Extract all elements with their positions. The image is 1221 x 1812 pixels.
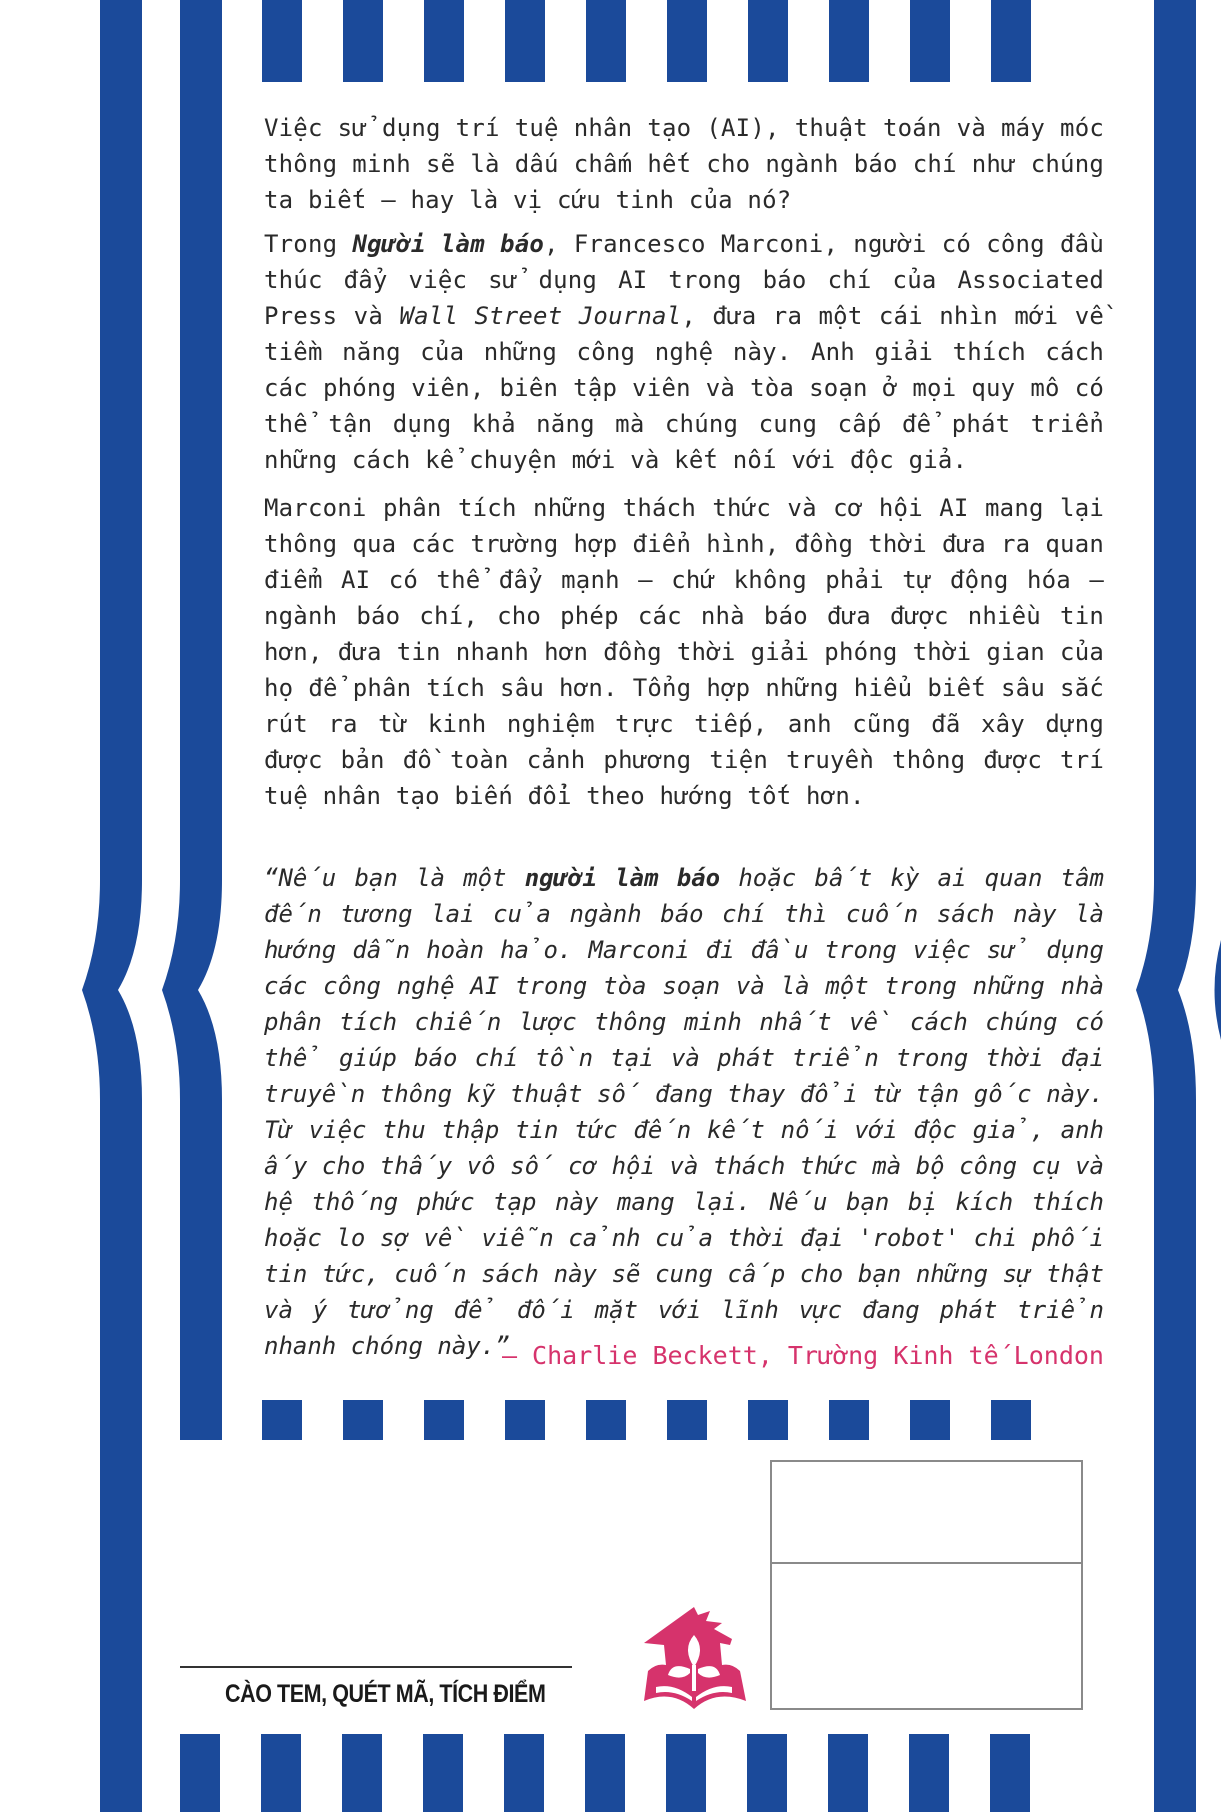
middle-square-tab bbox=[424, 1400, 464, 1440]
middle-square-tab bbox=[262, 1400, 302, 1440]
top-square-tab bbox=[343, 0, 383, 82]
middle-square-tab bbox=[829, 1400, 869, 1440]
middle-square-tab bbox=[586, 1400, 626, 1440]
middle-square-tab bbox=[748, 1400, 788, 1440]
top-square-tab bbox=[505, 0, 545, 82]
barcode-box bbox=[770, 1460, 1083, 1710]
endorsement-quote bbox=[264, 860, 1104, 1364]
bottom-square-tab bbox=[342, 1734, 382, 1812]
quote-lead: “Nếu bạn là một bbox=[264, 864, 525, 892]
book-title-inline: Người làm báo bbox=[352, 230, 544, 258]
bottom-square-tab bbox=[909, 1734, 949, 1812]
top-square-tab bbox=[829, 0, 869, 82]
description-paragraph-3: Marconi phân tích những thách thức và cơ hội AI mang lại thông qua các trường hợp điển hình, đồng thời đưa ra quan điểm AI có thể đẩy mạnh – chứ không phải tự động hóa – ngành báo chí, cho phép các nhà báo đưa được nhiều tin hơn, đưa tin nhanh hơn đồng thời giải phóng thời gian của họ để phân tích sâu hơn. Tổng hợp những hiểu biết sâu sắc rút ra từ kinh nghiệm trực tiếp, anh cũng đã xây dựng được bản đồ toàn cảnh phương tiện truyền thông được trí tuệ nhân tạo biến đổi theo hướng tốt hơn. bbox=[264, 494, 1104, 810]
top-square-tab bbox=[262, 0, 302, 82]
bottom-square-tab bbox=[261, 1734, 301, 1812]
bottom-square-tab bbox=[990, 1734, 1030, 1812]
paragraph-2-lead: Trong bbox=[264, 230, 353, 258]
top-square-tab bbox=[991, 0, 1031, 82]
top-square-tab bbox=[910, 0, 950, 82]
quote-body: hoặc bất kỳ ai quan tâm đến tương lai của ngành báo chí thì cuốn sách này là hướng dẫn hoàn hảo. Marconi đi đầu trong việc sử dụng các công nghệ AI trong tòa soạn và là một trong những nhà phân tích chiến lược thông minh nhất về cách chúng có thể giúp báo chí tồn tại và phát triển trong thời đại truyền thông kỹ thuật số đang thay đổi từ tận gốc này. Từ việc thu thập tin tức đến kết nối với độc giả, anh ấy cho thấy vô số cơ hội và thách thức mà bộ công cụ và hệ thống phức tạp này mang lại. Nếu bạn bị kích thích hoặc lo sợ về viễn cảnh của thời đại 'robot' chi phối tin tức, cuốn sách này sẽ cung cấp cho bạn những sự thật và ý tưởng để đối mặt với lĩnh vực đang phát triển nhanh chóng này.” bbox=[264, 864, 1104, 1360]
description-paragraph-1: Việc sử dụng trí tuệ nhân tạo (AI), thuật toán và máy móc thông minh sẽ là dấu chấm hết cho ngành báo chí như chúng ta biết – hay là vị cứu tinh của nó? bbox=[264, 114, 1104, 214]
bottom-square-tab bbox=[180, 1734, 220, 1812]
middle-square-tab bbox=[343, 1400, 383, 1440]
bottom-square-tab bbox=[504, 1734, 544, 1812]
top-square-tab bbox=[667, 0, 707, 82]
bottom-square-tab bbox=[666, 1734, 706, 1812]
top-square-tab bbox=[424, 0, 464, 82]
bottom-square-tab bbox=[747, 1734, 787, 1812]
bottom-square-tab bbox=[585, 1734, 625, 1812]
middle-square-tab bbox=[505, 1400, 545, 1440]
middle-square-tab bbox=[910, 1400, 950, 1440]
journal-name-inline: Wall Street Journal bbox=[399, 302, 682, 330]
middle-square-tab bbox=[991, 1400, 1031, 1440]
publisher-logo-icon bbox=[636, 1605, 752, 1715]
description-paragraph-2 bbox=[264, 226, 1104, 478]
bottom-square-tab bbox=[828, 1734, 868, 1812]
bottom-square-tab bbox=[423, 1734, 463, 1812]
paragraph-2-middle: , Francesco Marconi, người có công đầu thúc đẩy việc sử dụng AI trong báo chí của Associated Press và bbox=[264, 230, 1104, 330]
barcode-box-divider bbox=[772, 1562, 1081, 1564]
middle-square-tab bbox=[667, 1400, 707, 1440]
top-square-tab bbox=[748, 0, 788, 82]
quote-bold-phrase: người làm báo bbox=[524, 864, 721, 892]
book-description bbox=[264, 110, 1104, 822]
quote-attribution: – Charlie Beckett, Trường Kinh tế London bbox=[501, 1341, 1104, 1370]
promo-label: CÀO TEM, QUÉT MÃ, TÍCH ĐIỂM bbox=[225, 1680, 546, 1708]
top-square-tab bbox=[586, 0, 626, 82]
paragraph-2-end: , đưa ra một cái nhìn mới về tiềm năng của những công nghệ này. Anh giải thích cách các phóng viên, biên tập viên và tòa soạn ở mọi quy mô có thể tận dụng khả năng mà chúng cung cấp để phát triển những cách kể chuyện mới và kết nối với độc giả. bbox=[264, 302, 1104, 474]
